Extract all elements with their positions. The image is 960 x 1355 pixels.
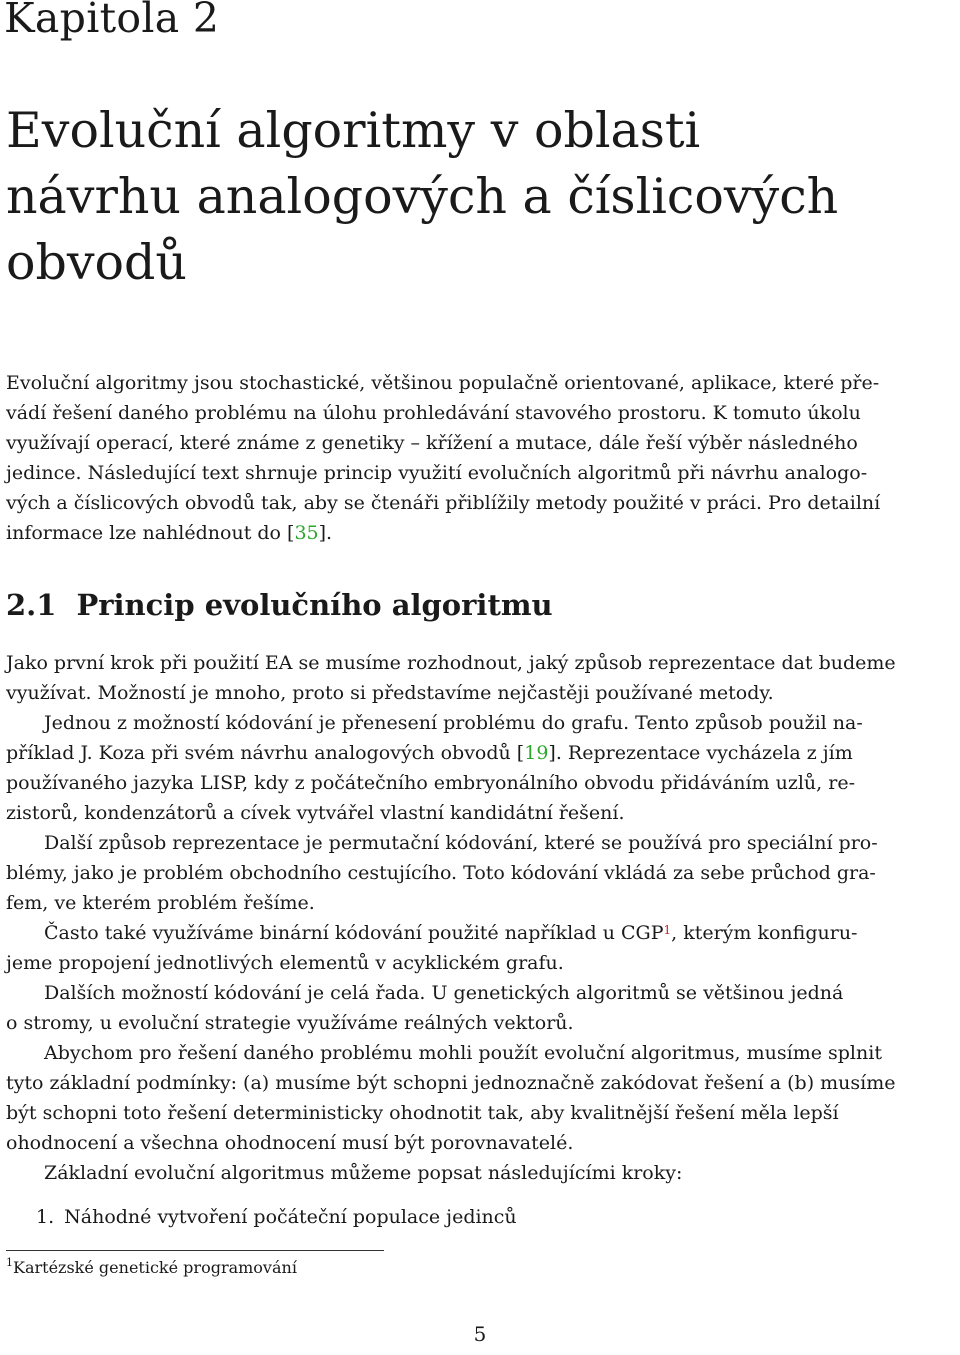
chapter-title-line: Evoluční algoritmy v oblasti	[6, 102, 701, 159]
text-line: Základní evoluční algoritmus můžeme popsat následujícími kroky:	[44, 1162, 683, 1184]
text-line: Jako první krok při použití EA se musíme rozhodnout, jaký způsob reprezentace dat budeme	[6, 652, 896, 674]
footnote	[6, 1258, 297, 1277]
text-line: Dalších možností kódování je celá řada. U genetických algoritmů se většinou jedná	[44, 982, 844, 1004]
text-line: vádí řešení daného problému na úlohu prohledávání stavového prostoru. K tomuto úkolu	[6, 402, 861, 424]
text-line: zistorů, kondenzátorů a cívek vytvářel vlastní kandidátní řešení.	[6, 802, 625, 824]
citation-link-35[interactable]: 35	[294, 522, 319, 544]
text-line: Další způsob reprezentace je permutační kódování, které se používá pro speciální pro-	[44, 832, 878, 854]
text-line: Evoluční algoritmy jsou stochastické, většinou populačně orientované, aplikace, které pře-	[6, 372, 880, 394]
text-line	[6, 738, 956, 768]
chapter-title	[6, 98, 946, 296]
list-item-text: Náhodné vytvoření počáteční populace jedinců	[64, 1206, 517, 1228]
footnote-text: Kartézské genetické programování	[13, 1258, 297, 1277]
text-line	[6, 518, 956, 548]
text-line: ohodnocení a všechna ohodnocení musí být porovnavatelé.	[6, 1132, 574, 1154]
chapter-label: Kapitola 2	[4, 0, 220, 42]
chapter-title-line: obvodů	[6, 234, 187, 291]
text-line: Abychom pro řešení daného problému mohli použít evoluční algoritmus, musíme splnit	[44, 1042, 882, 1064]
footnote-mark: 1	[6, 1256, 13, 1269]
list-item	[36, 1206, 517, 1228]
text-line: jedince. Následující text shrnuje princip využití evolučních algoritmů při návrhu analogo-	[6, 462, 868, 484]
text-segment: Často také využíváme binární kódování použité například u CGP	[44, 922, 664, 944]
text-segment: ]. Reprezentace vycházela z jím	[548, 742, 853, 764]
section-number: 2.1	[6, 588, 57, 622]
intro-paragraph	[6, 368, 956, 548]
text-line: o stromy, u evoluční strategie využíváme reálných vektorů.	[6, 1012, 574, 1034]
section-title: Princip evolučního algoritmu	[76, 588, 553, 622]
footnote-divider	[6, 1250, 384, 1251]
text-line	[6, 918, 956, 948]
text-line: používaného jazyka LISP, kdy z počátečního embryonálního obvodu přidáváním uzlů, re-	[6, 772, 855, 794]
list-item-number: 1.	[36, 1206, 55, 1228]
text-segment: informace lze nahlédnout do [	[6, 522, 295, 544]
chapter-title-line: návrhu analogových a číslicových	[6, 168, 839, 225]
text-line: být schopni toto řešení deterministicky ohodnotit tak, aby kvalitnější řešení měla lepší	[6, 1102, 839, 1124]
section-heading	[6, 588, 553, 622]
text-line: využívat. Možností je mnoho, proto si představíme nejčastěji používané metody.	[6, 682, 774, 704]
text-line: fem, ve kterém problém řešíme.	[6, 892, 315, 914]
text-line: využívají operací, které známe z genetiky – křížení a mutace, dále řeší výběr následného	[6, 432, 858, 454]
footnote-reference[interactable]: 1	[663, 923, 672, 937]
text-line: blémy, jako je problém obchodního cestujícího. Toto kódování vkládá za sebe průchod gra-	[6, 862, 876, 884]
page-number: 5	[473, 1322, 487, 1346]
citation-link-19[interactable]: 19	[524, 742, 549, 764]
text-line: tyto základní podmínky: (a) musíme být schopni jednoznačně zakódovat řešení a (b) musíme	[6, 1072, 896, 1094]
text-line: vých a číslicových obvodů tak, aby se čtenáři přiblížily metody použité v práci. Pro detailní	[6, 492, 881, 514]
text-segment: ].	[318, 522, 333, 544]
text-line: jeme propojení jednotlivých elementů v acyklickém grafu.	[6, 952, 564, 974]
text-line: Jednou z možností kódování je přenesení problému do grafu. Tento způsob použil na-	[44, 712, 863, 734]
text-segment: , kterým konfiguru-	[671, 922, 858, 944]
text-segment: příklad J. Koza při svém návrhu analogových obvodů [	[6, 742, 525, 764]
section-body	[6, 648, 956, 1188]
